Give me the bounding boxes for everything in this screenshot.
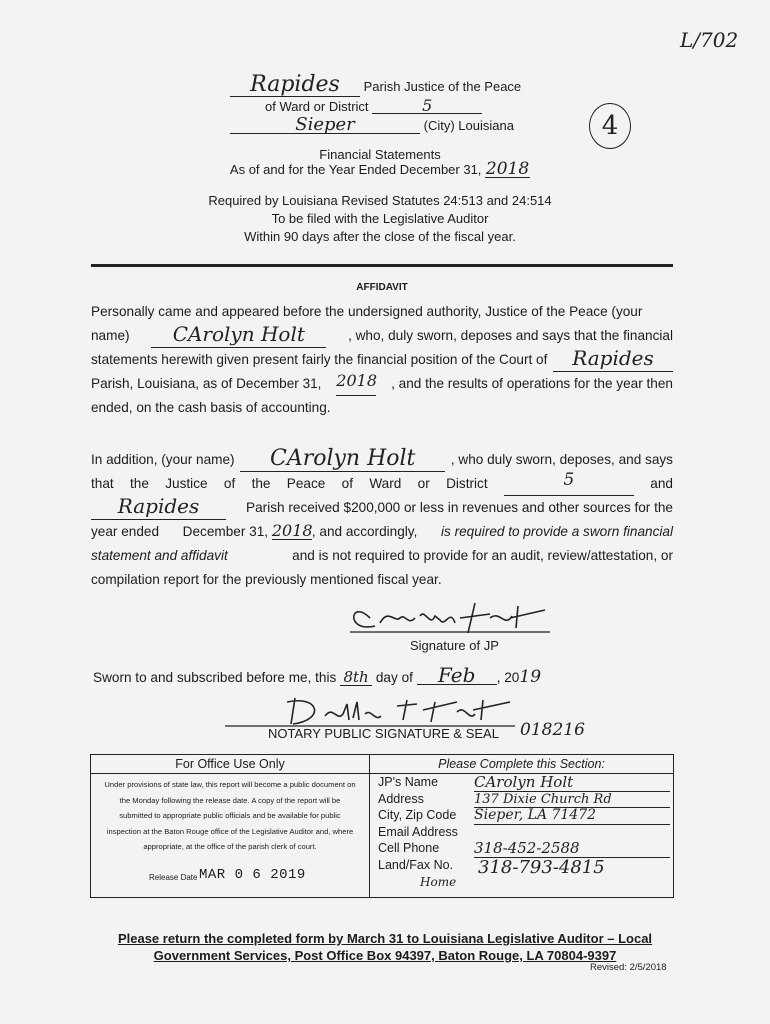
p2-d1: year ended [91, 524, 160, 539]
req-line2: To be filed with the Legislative Auditor [271, 211, 489, 226]
field-value: 137 Dixie Church Rd [474, 792, 670, 809]
revised-date: Revised: 2/5/2018 [590, 962, 667, 973]
p2-word: or [417, 476, 430, 491]
ward-value: 5 [372, 98, 482, 114]
field-value: 318-452-2588 [474, 841, 670, 858]
header-block [230, 74, 550, 136]
contact-fields [378, 773, 670, 878]
notary-label: NOTARY PUBLIC SIGNATURE & SEAL [268, 726, 499, 741]
p2-district: 5 [504, 472, 634, 496]
field-row [378, 775, 670, 792]
sworn-a: Sworn to and subscribed before me, this [93, 670, 337, 685]
p2-parish: Rapides [91, 496, 226, 520]
field-label: City, Zip Code [378, 808, 457, 822]
circled-number: 4 [589, 103, 631, 149]
fs-title: Financial Statements [319, 147, 441, 162]
p2-word: Ward [369, 476, 402, 491]
sworn-month: Feb [417, 666, 497, 685]
p1-year: 2018 [336, 372, 376, 396]
field-value: CArolyn Holt [474, 775, 670, 792]
p2-word: the [251, 476, 271, 491]
return-instructions [95, 930, 675, 964]
p2-a2: , who duly sworn, deposes, and says [450, 452, 673, 467]
city-value: Sieper [230, 116, 420, 134]
city-label: (City) Louisiana [423, 118, 514, 133]
p1-b1: name) [91, 328, 130, 343]
p2-e1: statement and affidavit [91, 548, 228, 563]
p2-year: 2018 [271, 521, 313, 540]
office-use-text: Under provisions of state law, this report will become a public document on the Monday following the release date. A copy of the report will be submitted to appropriate public officials and be available for public inspection at the Baton Rouge office of the Legislative Auditor and, where appropriate, at the office of the parish clerk of court. [104, 780, 356, 851]
p2-word: the [130, 476, 149, 491]
corner-note: L/702 [680, 28, 739, 52]
p1-b2: , who, duly sworn, deposes and says that the financial [348, 328, 673, 343]
p2-line-f: compilation report for the previously mentioned fiscal year. [91, 572, 442, 587]
bottom-box [90, 754, 674, 898]
p2-b2: and [650, 476, 673, 491]
parish-label: Parish Justice of the Peace [363, 79, 522, 94]
p2-word: Peace [286, 476, 326, 491]
complete-section-heading: Please Complete this Section: [370, 755, 673, 774]
release-date-stamp: MAR 0 6 2019 [199, 867, 306, 883]
office-use-heading: For Office Use Only [91, 755, 369, 774]
p1-d2: , and the results of operations for the year then [391, 376, 673, 391]
req-line3: Within 90 days after the close of the fiscal year. [244, 229, 516, 244]
p2-d2: December 31, [182, 524, 269, 539]
parish-value: Rapides [230, 74, 360, 97]
p2-word: Justice [165, 476, 208, 491]
footer-line1: Please return the completed form by March 31 to Louisiana Legislative Auditor – Local [117, 931, 653, 946]
home-note: Home [420, 875, 457, 889]
affidavit-title: AFFIDAVIT [356, 282, 408, 293]
field-row [378, 792, 670, 809]
complete-section-panel [370, 755, 673, 897]
affidavit-paragraph-1 [91, 300, 673, 420]
p2-c1: Parish received $200,000 or less in revenues and other sources for the [246, 500, 673, 515]
p1-d1: Parish, Louisiana, as of December 31, [91, 376, 322, 391]
office-use-panel [91, 755, 370, 897]
p2-a1: In addition, (your name) [91, 452, 235, 467]
field-label: Cell Phone [378, 841, 440, 855]
p2-e2: and is not required to provide for an audit, review/attestation, or [292, 548, 673, 563]
field-label: JP's Name [378, 775, 439, 789]
p2-word: District [446, 476, 488, 491]
req-line1: Required by Louisiana Revised Statutes 24:513 and 24:514 [208, 193, 552, 208]
field-row [378, 808, 670, 825]
ward-label: of Ward or District [265, 99, 369, 114]
p2-b1: that [91, 476, 114, 491]
affidavit-paragraph-2 [91, 442, 673, 592]
asof-label: As of and for the Year Ended December 31, [229, 162, 482, 177]
sworn-b: day of [375, 670, 413, 685]
notary-signature [225, 690, 535, 730]
field-label: Land/Fax No. [378, 857, 454, 872]
p2-jp-name: CArolyn Holt [240, 447, 445, 472]
notary-number: 018216 [520, 720, 585, 740]
sworn-day: 8th [340, 670, 372, 686]
p2-d3: , and accordingly, [311, 524, 418, 539]
field-row [378, 856, 670, 878]
field-value: Sieper, LA 71472 [474, 808, 670, 825]
field-value: 318-793-4815 [478, 856, 605, 878]
release-label: Release Date [149, 873, 198, 882]
jp-signature [340, 588, 560, 644]
sworn-c: , 20 [496, 670, 520, 685]
requirement-block [170, 192, 590, 246]
p2-word: of [223, 476, 236, 491]
p1-line-a: Personally came and appeared before the undersigned authority, Justice of the Peace (your [91, 304, 643, 319]
header-divider [91, 264, 673, 267]
footer-line2: Government Services, Post Office Box 94397, Baton Rouge, LA 70804-9397 [153, 948, 617, 963]
field-row [378, 841, 670, 858]
year-value: 2018 [485, 159, 530, 179]
p2-word: of [341, 476, 354, 491]
p1-jp-name: CArolyn Holt [151, 324, 326, 348]
p1-parish: Rapides [553, 348, 673, 372]
p1-line-e: ended, on the cash basis of accounting. [91, 400, 331, 415]
p2-d4: is required to provide a sworn financial [441, 524, 673, 539]
sworn-year-suffix: 19 [519, 667, 542, 687]
jp-signature-label: Signature of JP [410, 638, 499, 653]
field-label: Email Address [378, 824, 458, 839]
field-label: Address [378, 791, 424, 806]
sworn-line [93, 663, 542, 688]
p1-c1: statements herewith given present fairly the financial position of the Court of [91, 352, 548, 367]
